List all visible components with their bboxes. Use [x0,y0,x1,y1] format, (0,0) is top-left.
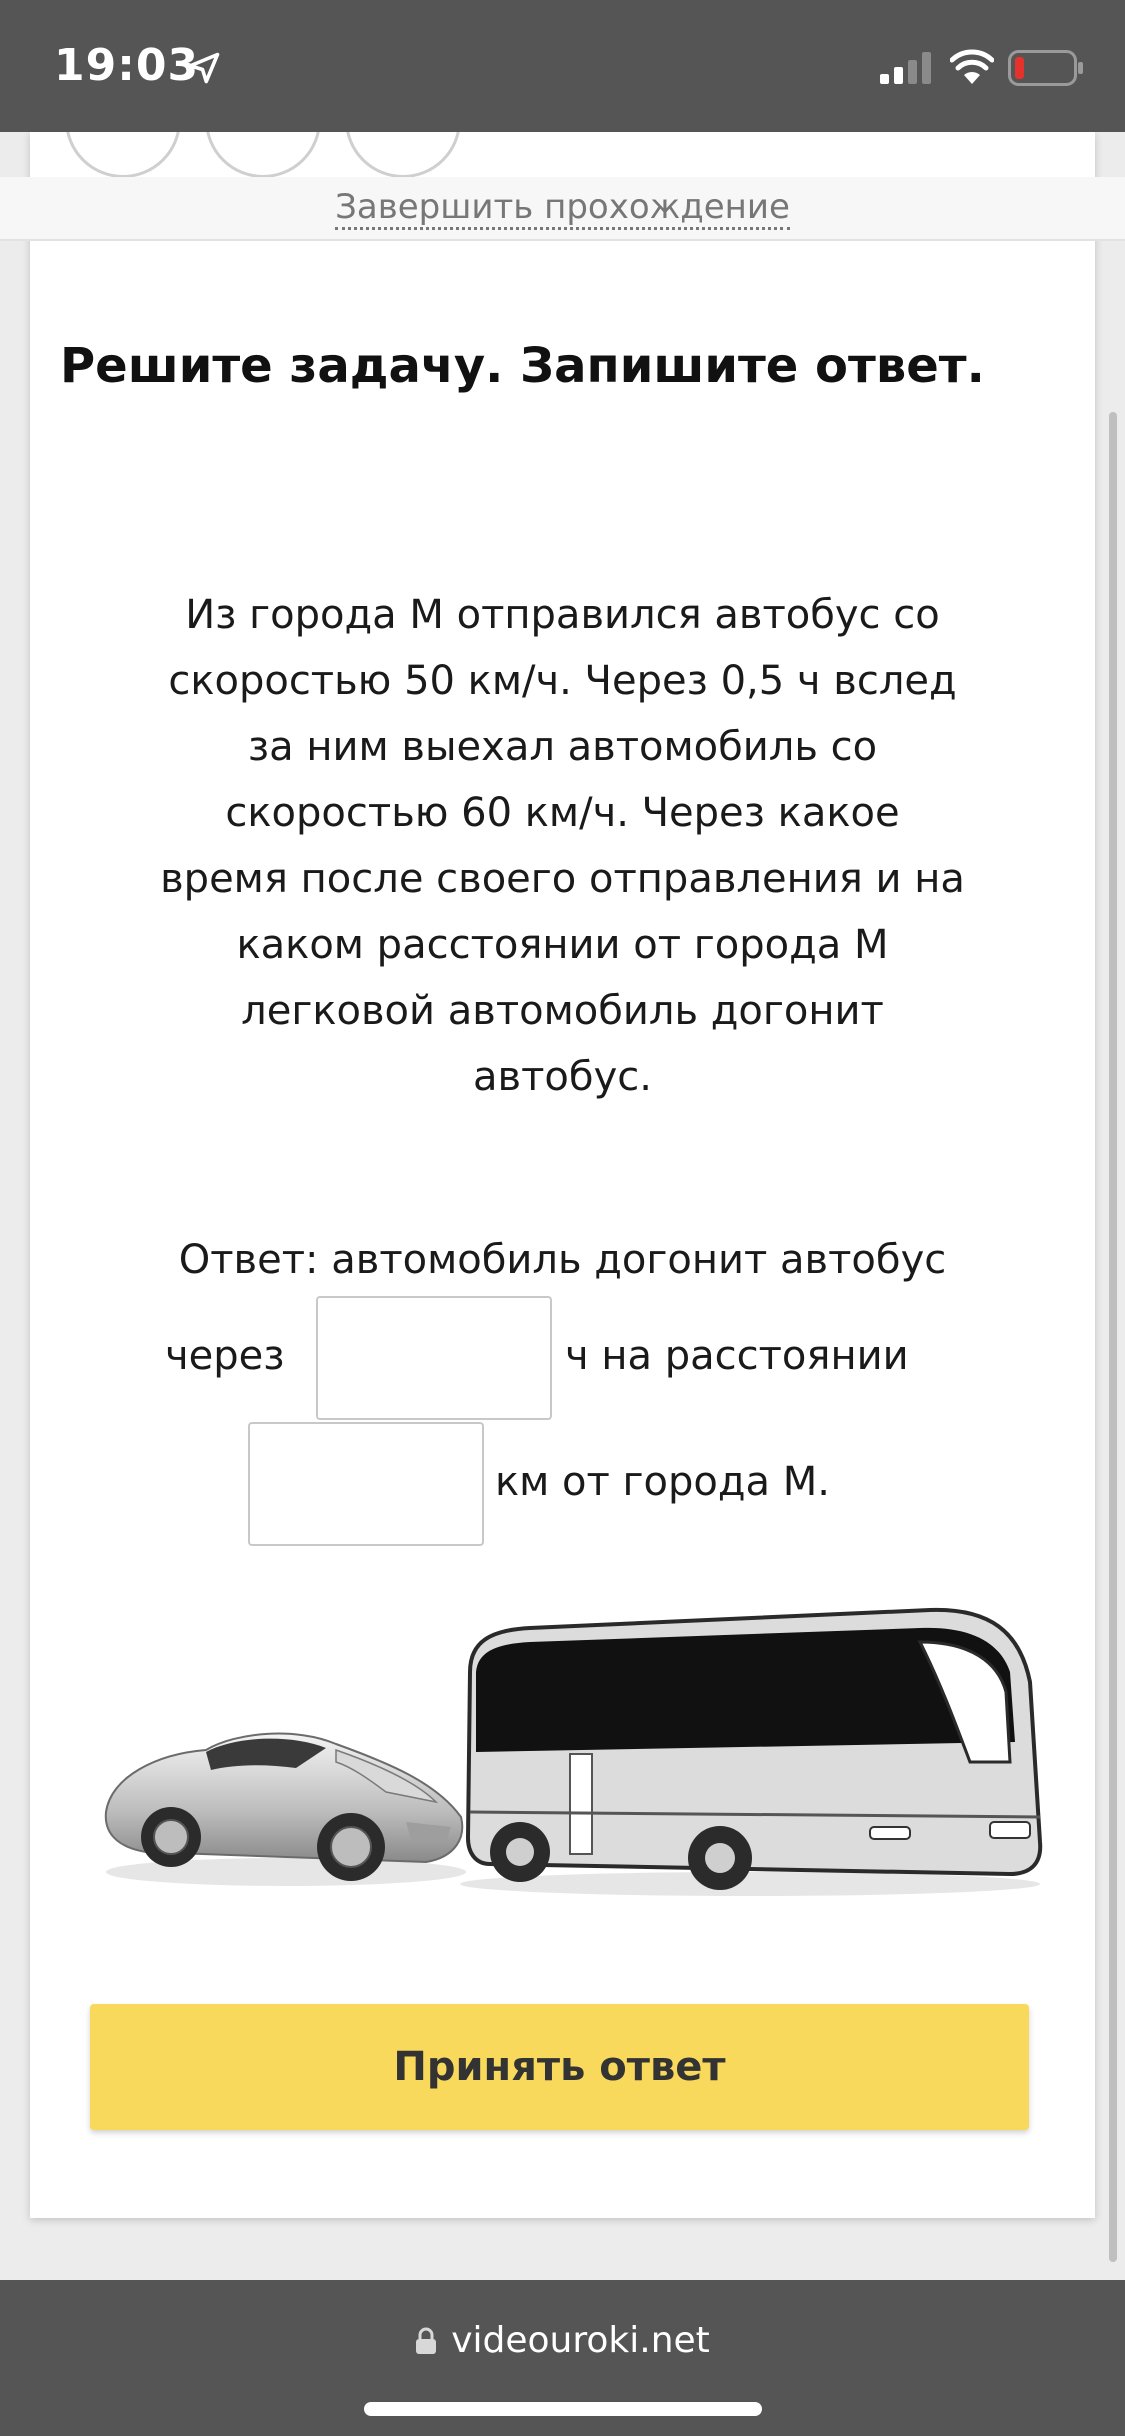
cellular-signal-icon [880,52,934,84]
distance-unit-text: км от города М. [495,1459,830,1505]
problem-text: Из города М отправился автобус со скоростью 50 км/ч. Через 0,5 ч вслед за ним выехал автомобиль со скоростью 60 км/ч. Через какое время после своего отправления и на каком расстоянии от города М легковой автомобиль догонит автобус. [160,592,965,1100]
status-bar [0,0,1125,132]
submit-answer-button[interactable]: Принять ответ [90,2004,1029,2130]
distance-answer-input[interactable] [248,1422,484,1546]
answer-prefix-text: через [165,1333,285,1379]
question-progress-circle[interactable] [345,132,461,178]
finish-test-link[interactable]: Завершить прохождение [335,187,790,230]
wifi-icon [950,48,994,86]
task-card [30,132,1095,2218]
task-heading: Решите задачу. Запишите ответ. [60,338,985,394]
scrollbar[interactable] [1109,412,1117,2262]
sports-car-illustration [86,1672,486,1892]
status-time: 19:03 [54,40,200,91]
battery-low-icon [1008,50,1084,86]
finish-bar [0,177,1125,241]
question-progress-circle[interactable] [205,132,321,178]
answer-intro-text: Ответ: автомобиль догонит автобус [178,1237,947,1283]
hours-unit-text: ч на расстоянии [565,1333,909,1379]
lock-icon [415,2327,437,2355]
home-indicator[interactable] [364,2402,762,2416]
hours-answer-input[interactable] [316,1296,552,1420]
question-progress-circle[interactable] [65,132,181,178]
bus-illustration [450,1602,1050,1902]
web-page [0,132,1125,2280]
url-text: videouroki.net [451,2320,710,2361]
location-arrow-icon [186,50,222,86]
address-bar[interactable] [0,2320,1125,2361]
